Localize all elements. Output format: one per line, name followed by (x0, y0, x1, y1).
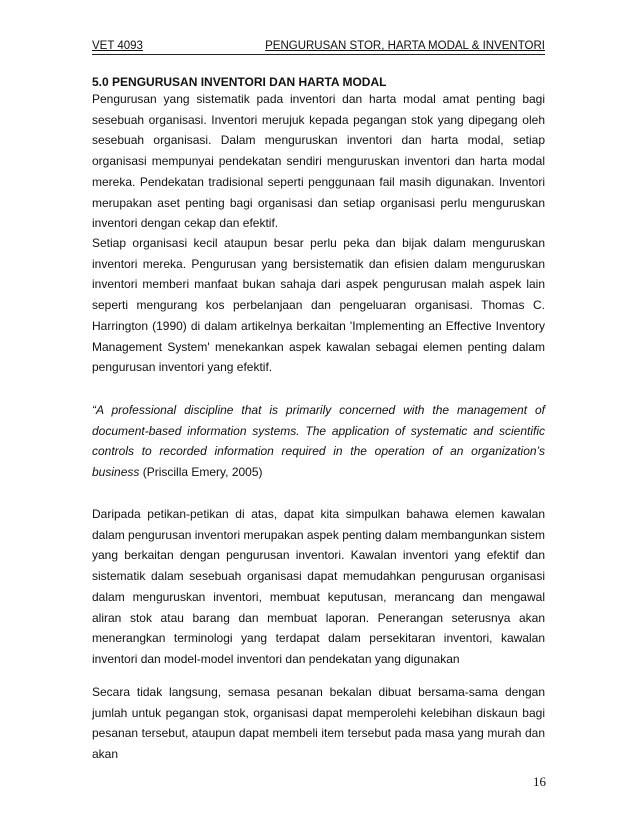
paragraph-intro (92, 89, 545, 234)
quote-text: “A professional discipline that is primarily concerned with the management of document-based information systems. The application of systematic and scientific controls to recorded information required in the operation of an organization’s business (92, 403, 545, 480)
header-course-title: PENGURUSAN STOR, HARTA MODAL & INVENTORI (265, 40, 545, 52)
section-heading: 5.0 PENGURUSAN INVENTORI DAN HARTA MODAL (92, 75, 387, 89)
page-number: 16 (533, 774, 546, 789)
paragraph-harrington-text: Setiap organisasi kecil ataupun besar perlu peka dan bijak dalam menguruskan inventori mereka. Pengurusan yang bersistematik dan efisien dalam menguruskan inventori memberi manfaat bukan sahaja dari aspek pengurusan malah aspek lain seperti mengurang kos perbelanjaan dan pengeluaran organisasi. Thomas C. Harrington (1990) di dalam artikelnya berkaitan 'Implementing an Effective Inventory Management System' menekankan aspek kawalan sebagai elemen penting dalam pengurusan inventori yang efektif. (92, 236, 545, 375)
paragraph-quote (92, 400, 545, 483)
paragraph-harrington (92, 233, 545, 378)
quote-citation: (Priscilla Emery, 2005) (139, 465, 263, 480)
paragraph-discount-text: Secara tidak langsung, semasa pesanan bekalan dibuat bersama-sama dengan jumlah untuk pegangan stok, organisasi dapat memperolehi kelebihan diskaun bagi pesanan tersebut, ataupun dapat membeli item tersebut pada masa yang murah dan akan (92, 685, 545, 762)
paragraph-intro-text: Pengurusan yang sistematik pada inventori dan harta modal amat penting bagi sesebuah organisasi. Inventori merujuk kepada pegangan stok yang dipegang oleh sesebuah organisasi. Dalam menguruskan inventori dan harta modal, setiap organisasi mempunyai pendekatan sendiri menguruskan inventori dan harta modal mereka. Pendekatan tradisional seperti penggunaan fail masih digunakan. Inventori merupakan aset penting bagi organisasi dan setiap organisasi perlu menguruskan inventori dengan cekap dan efektif. (92, 92, 545, 231)
paragraph-conclusion-text: Daripada petikan-petikan di atas, dapat kita simpulkan bahawa elemen kawalan dalam pengurusan inventori merupakan aspek penting dalam membangunkan sistem yang berkaitan dengan pengurusan inventori. Kawalan inventori yang efektif dan sistematik dalam sesebuah organisasi dapat memudahkan pengurusan organisasi dalam menguruskan inventori, membuat keputusan, merancang dan mengawal aliran stok atau barang dan membuat laporan. Penerangan seterusnya akan menerangkan terminologi yang terdapat dalam persekitaran inventori, kawalan inventori dan model-model inventori dan pendekatan yang digunakan (92, 507, 545, 666)
header-course-code: VET 4093 (92, 40, 143, 52)
paragraph-discount (92, 682, 545, 765)
running-header (92, 39, 545, 55)
paragraph-conclusion (92, 504, 545, 670)
